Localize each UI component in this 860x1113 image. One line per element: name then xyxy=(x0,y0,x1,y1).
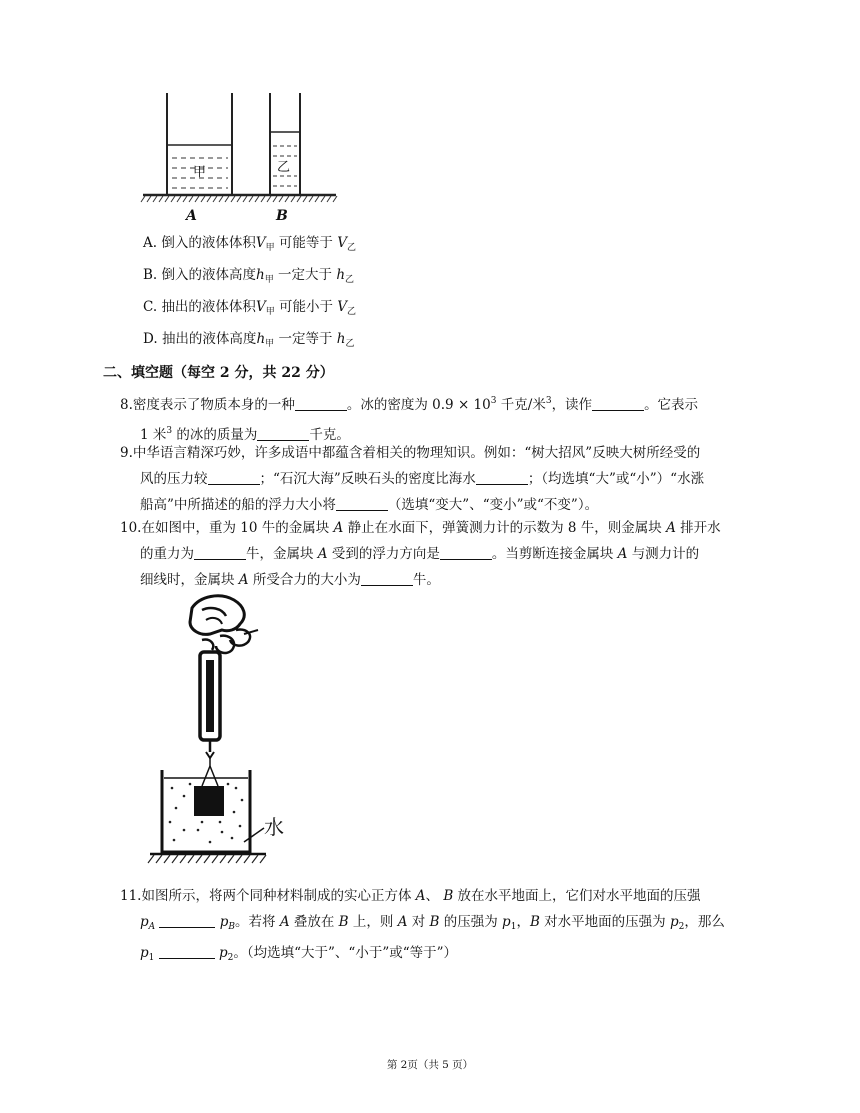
blank[interactable] xyxy=(159,913,215,928)
option-d: D. 抽出的液体高度$h_甲$ 一定等于 $h_乙$ xyxy=(143,331,355,349)
containers-figure xyxy=(140,88,340,224)
blank[interactable] xyxy=(257,426,309,441)
option-a: A. 倒入的液体体积$V_甲$ 可能等于 $V_乙$ xyxy=(143,235,356,253)
blank[interactable] xyxy=(295,396,347,411)
question-8: 8.密度表示了物质本身的一种 。冰的密度为 $0.9 \times 10^3$ 千克/米$^3$，读作 。它表示 1 米$^3$ 的冰的质量为 千克。 xyxy=(120,396,699,443)
question-9: 9.中华语言精深巧妙，许多成语中都蕴含着相关的物理知识。例如：“树大招风”反映大树所经受的 风的压力较 ；“石沉大海”反映石头的密度比海水 ；（均选填“大”或“小”）“水涨 船高”中所描述的船的浮力大小将 （选填“变大”、“变小”或“不变”）。 xyxy=(120,445,705,513)
blank[interactable] xyxy=(440,545,492,560)
container-a-label: A xyxy=(186,208,197,224)
page-footer: 第 2页（共 5 页） xyxy=(386,1059,474,1071)
liquid-b-label: 乙 xyxy=(277,160,291,175)
water-label: 水 xyxy=(264,815,284,839)
blank[interactable] xyxy=(592,396,644,411)
blank[interactable] xyxy=(361,571,413,586)
section-title: 二、填空题（每空 2 分，共 22 分） xyxy=(103,365,334,381)
liquid-a-label: 甲 xyxy=(193,165,207,180)
blank[interactable] xyxy=(194,545,246,560)
option-b: B. 倒入的液体高度$h_甲$ 一定大于 $h_乙$ xyxy=(143,267,355,285)
spring-scale-figure xyxy=(140,590,290,872)
question-11: 11.如图所示，将两个同种材料制成的实心正方体 A、 B 放在水平地面上，它们对水平地面的压强 $p_A$ $p_B$。若将 A 叠放在 B 上，则 A 对 B 的压强为 $p_1$，B 对水平地面的压强为 $p_2$，那么 $p_1$ $p_2$。（均选填“大于”、“小于”或“等于”） xyxy=(120,888,725,963)
blank[interactable] xyxy=(476,470,528,485)
blank[interactable] xyxy=(159,944,215,959)
blank[interactable] xyxy=(208,470,260,485)
container-b-label: B xyxy=(276,208,288,224)
option-c: C. 抽出的液体体积$V_甲$ 可能小于 $V_乙$ xyxy=(143,299,357,317)
question-10: 10.在如图中，重为 10 牛的金属块 A 静止在水面下，弹簧测力计的示数为 8 牛，则金属块 A 排开水 的重力为 牛，金属块 A 受到的浮力方向是 。当剪断连接金属块 A 与测力计的 细线时，金属块 A 所受合力的大小为 牛。 xyxy=(120,520,721,588)
blank[interactable] xyxy=(336,496,388,511)
